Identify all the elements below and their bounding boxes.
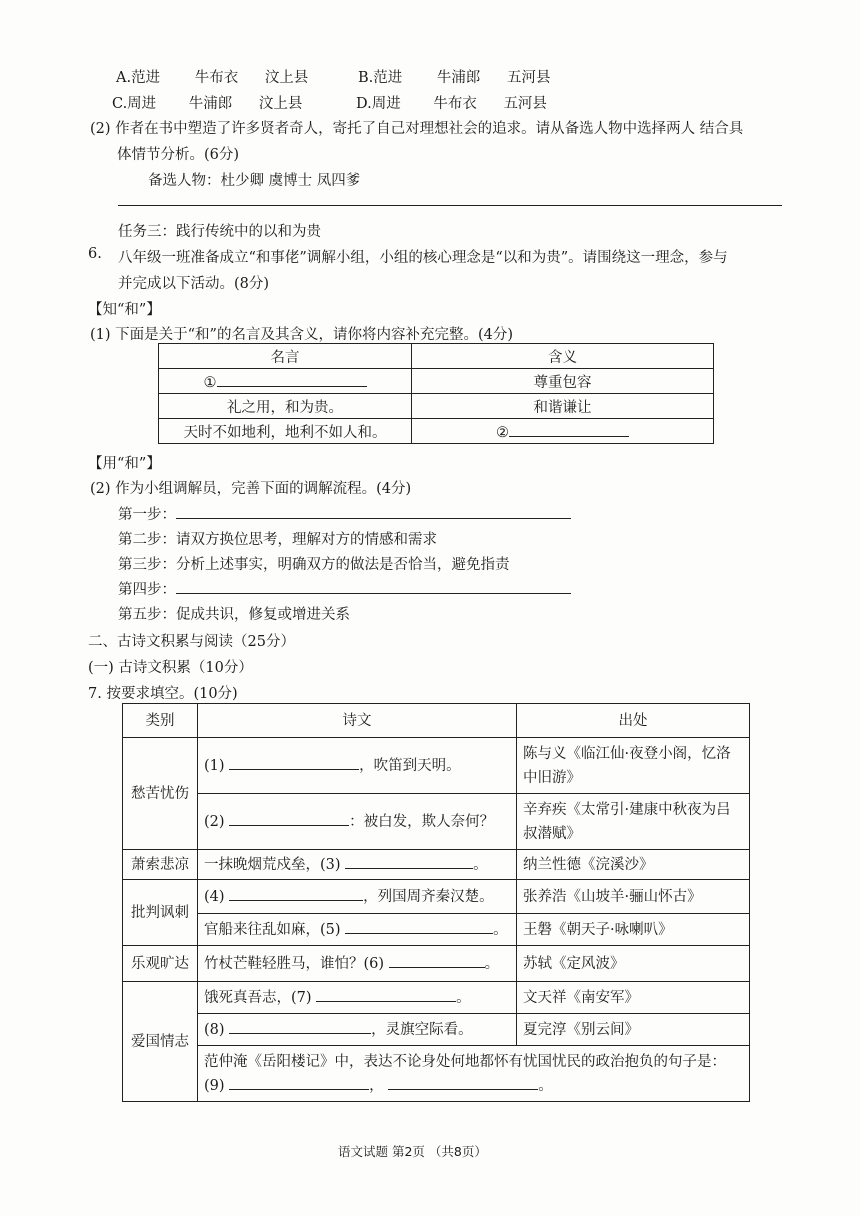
category-cell: 愁苦忧伤 bbox=[123, 738, 198, 850]
blank-5[interactable] bbox=[345, 919, 493, 934]
option-d: D.周进 牛布衣 五河县 bbox=[356, 96, 547, 112]
answer-line[interactable] bbox=[118, 205, 782, 206]
table-row bbox=[123, 794, 750, 850]
blank-1[interactable] bbox=[217, 372, 367, 387]
table-row bbox=[123, 982, 750, 1014]
source-cell: 夏完淳《别云间》 bbox=[517, 1014, 750, 1046]
poem-cell: 一抹晚烟荒戍垒，(3) 。 bbox=[198, 850, 517, 880]
table-row bbox=[123, 946, 750, 982]
blank-2[interactable] bbox=[229, 811, 349, 826]
table-row bbox=[123, 1014, 750, 1046]
source-cell: 苏轼《定风波》 bbox=[517, 946, 750, 982]
poem-cell: (4) ，列国周齐秦汉楚。 bbox=[198, 880, 517, 914]
source-cell: 王磐《朝天子·咏喇叭》 bbox=[517, 914, 750, 946]
question-7: 7. 按要求填空。(10分) bbox=[88, 686, 238, 702]
blank-8[interactable] bbox=[229, 1019, 371, 1034]
blank-9a[interactable] bbox=[229, 1075, 369, 1090]
poem-cell: 官船来往乱如麻，(5) 。 bbox=[198, 914, 517, 946]
blank-1[interactable] bbox=[229, 755, 359, 770]
header-source: 出处 bbox=[517, 704, 750, 738]
question-6-2: (2) 作为小组调解员，完善下面的调解流程。(4分) bbox=[90, 481, 412, 497]
question-5-2-line1: (2) 作者在书中塑造了许多贤者奇人，寄托了自己对理想社会的追求。请从备选人物中选择两人 结合具 bbox=[90, 121, 744, 137]
table-row bbox=[159, 394, 714, 419]
category-cell: 乐观旷达 bbox=[123, 946, 198, 982]
step-1-blank[interactable] bbox=[176, 504, 571, 519]
table-row bbox=[123, 704, 750, 738]
question-6-1: (1) 下面是关于“和”的名言及其含义，请你将内容补充完整。(4分) bbox=[90, 327, 514, 343]
part2-sub: (一) 古诗文积累（10分） bbox=[88, 660, 253, 676]
header-meaning: 含义 bbox=[412, 344, 714, 369]
table-row bbox=[159, 344, 714, 369]
source-cell: 张养浩《山坡羊·骊山怀古》 bbox=[517, 880, 750, 914]
step-2: 第二步：请双方换位思考，理解对方的情感和需求 bbox=[118, 532, 437, 548]
option-a: A.范进 牛布衣 汶上县 bbox=[116, 70, 309, 86]
table-row bbox=[123, 850, 750, 880]
source-cell: 辛弃疾《太常引·建康中秋夜为吕叔潜赋》 bbox=[517, 794, 750, 850]
table-row bbox=[159, 419, 714, 444]
blank-3[interactable] bbox=[345, 854, 473, 869]
poetry-table bbox=[122, 703, 750, 1102]
category-cell: 萧索悲凉 bbox=[123, 850, 198, 880]
task3-title: 任务三：践行传统中的以和为贵 bbox=[118, 224, 321, 240]
quote-blank-cell[interactable]: ① bbox=[159, 369, 412, 394]
meaning-cell: 尊重包容 bbox=[412, 369, 714, 394]
step-5: 第五步：促成共识，修复或增进关系 bbox=[118, 607, 350, 623]
section-know-he: 【知“和”】 bbox=[88, 302, 161, 318]
table-row bbox=[123, 914, 750, 946]
question-6-number: 6. bbox=[88, 246, 102, 262]
poem-cell: 饿死真吾志，(7) 。 bbox=[198, 982, 517, 1014]
header-category: 类别 bbox=[123, 704, 198, 738]
step-4-blank[interactable] bbox=[176, 579, 571, 594]
table-row bbox=[123, 738, 750, 794]
blank-7[interactable] bbox=[316, 987, 456, 1002]
table-row bbox=[123, 880, 750, 914]
quote-cell: 礼之用，和为贵。 bbox=[159, 394, 412, 419]
header-poem: 诗文 bbox=[198, 704, 517, 738]
question-5-2-line2: 体情节分析。(6分) bbox=[117, 147, 240, 163]
source-cell: 文天祥《南安军》 bbox=[517, 982, 750, 1014]
question-9-cell: 范仲淹《岳阳楼记》中，表达不论身处何地都怀有忧国忧民的政治抱负的句子是： (9) ， 。 bbox=[198, 1046, 750, 1102]
candidate-list: 备选人物：杜少卿 虞博士 凤四爹 bbox=[148, 173, 361, 189]
blank-6[interactable] bbox=[389, 953, 485, 968]
poem-cell: 竹杖芒鞋轻胜马，谁怕？(6) 。 bbox=[198, 946, 517, 982]
section-use-he: 【用“和”】 bbox=[88, 456, 161, 472]
category-cell: 爱国情志 bbox=[123, 982, 198, 1102]
blank-4[interactable] bbox=[229, 886, 363, 901]
question-6-line2: 并完成以下活动。(8分) bbox=[118, 276, 270, 292]
table-row bbox=[123, 1046, 750, 1102]
meaning-cell: 和谐谦让 bbox=[412, 394, 714, 419]
table-row bbox=[159, 369, 714, 394]
poem-cell: (1) ，吹笛到天明。 bbox=[198, 738, 517, 794]
page-footer: 语文试题 第2页 （共8页） bbox=[338, 1144, 487, 1159]
header-quote: 名言 bbox=[159, 344, 412, 369]
step-3: 第三步：分析上述事实，明确双方的做法是否恰当，避免指责 bbox=[118, 557, 510, 573]
poem-cell: (8) ，灵旗空际看。 bbox=[198, 1014, 517, 1046]
step-1: 第一步： bbox=[118, 503, 571, 524]
quotes-table bbox=[158, 343, 714, 444]
option-c: C.周进 牛浦郎 汶上县 bbox=[112, 96, 303, 112]
question-6-line1: 八年级一班准备成立“和事佬”调解小组，小组的核心理念是“以和为贵”。请围绕这一理念，参与 bbox=[118, 250, 728, 266]
option-b: B.范进 牛浦郎 五河县 bbox=[358, 70, 551, 86]
blank-9b[interactable] bbox=[388, 1075, 538, 1090]
blank-2[interactable] bbox=[509, 422, 629, 437]
source-cell: 纳兰性德《浣溪沙》 bbox=[517, 850, 750, 880]
part2-title: 二、古诗文积累与阅读（25分） bbox=[88, 634, 295, 650]
step-4: 第四步： bbox=[118, 578, 571, 599]
poem-cell: (2) ：被白发，欺人奈何？ bbox=[198, 794, 517, 850]
category-cell: 批判讽刺 bbox=[123, 880, 198, 946]
source-cell: 陈与义《临江仙·夜登小阁，忆洛中旧游》 bbox=[517, 738, 750, 794]
quote-cell: 天时不如地利，地利不如人和。 bbox=[159, 419, 412, 444]
meaning-blank-cell[interactable]: ② bbox=[412, 419, 714, 444]
